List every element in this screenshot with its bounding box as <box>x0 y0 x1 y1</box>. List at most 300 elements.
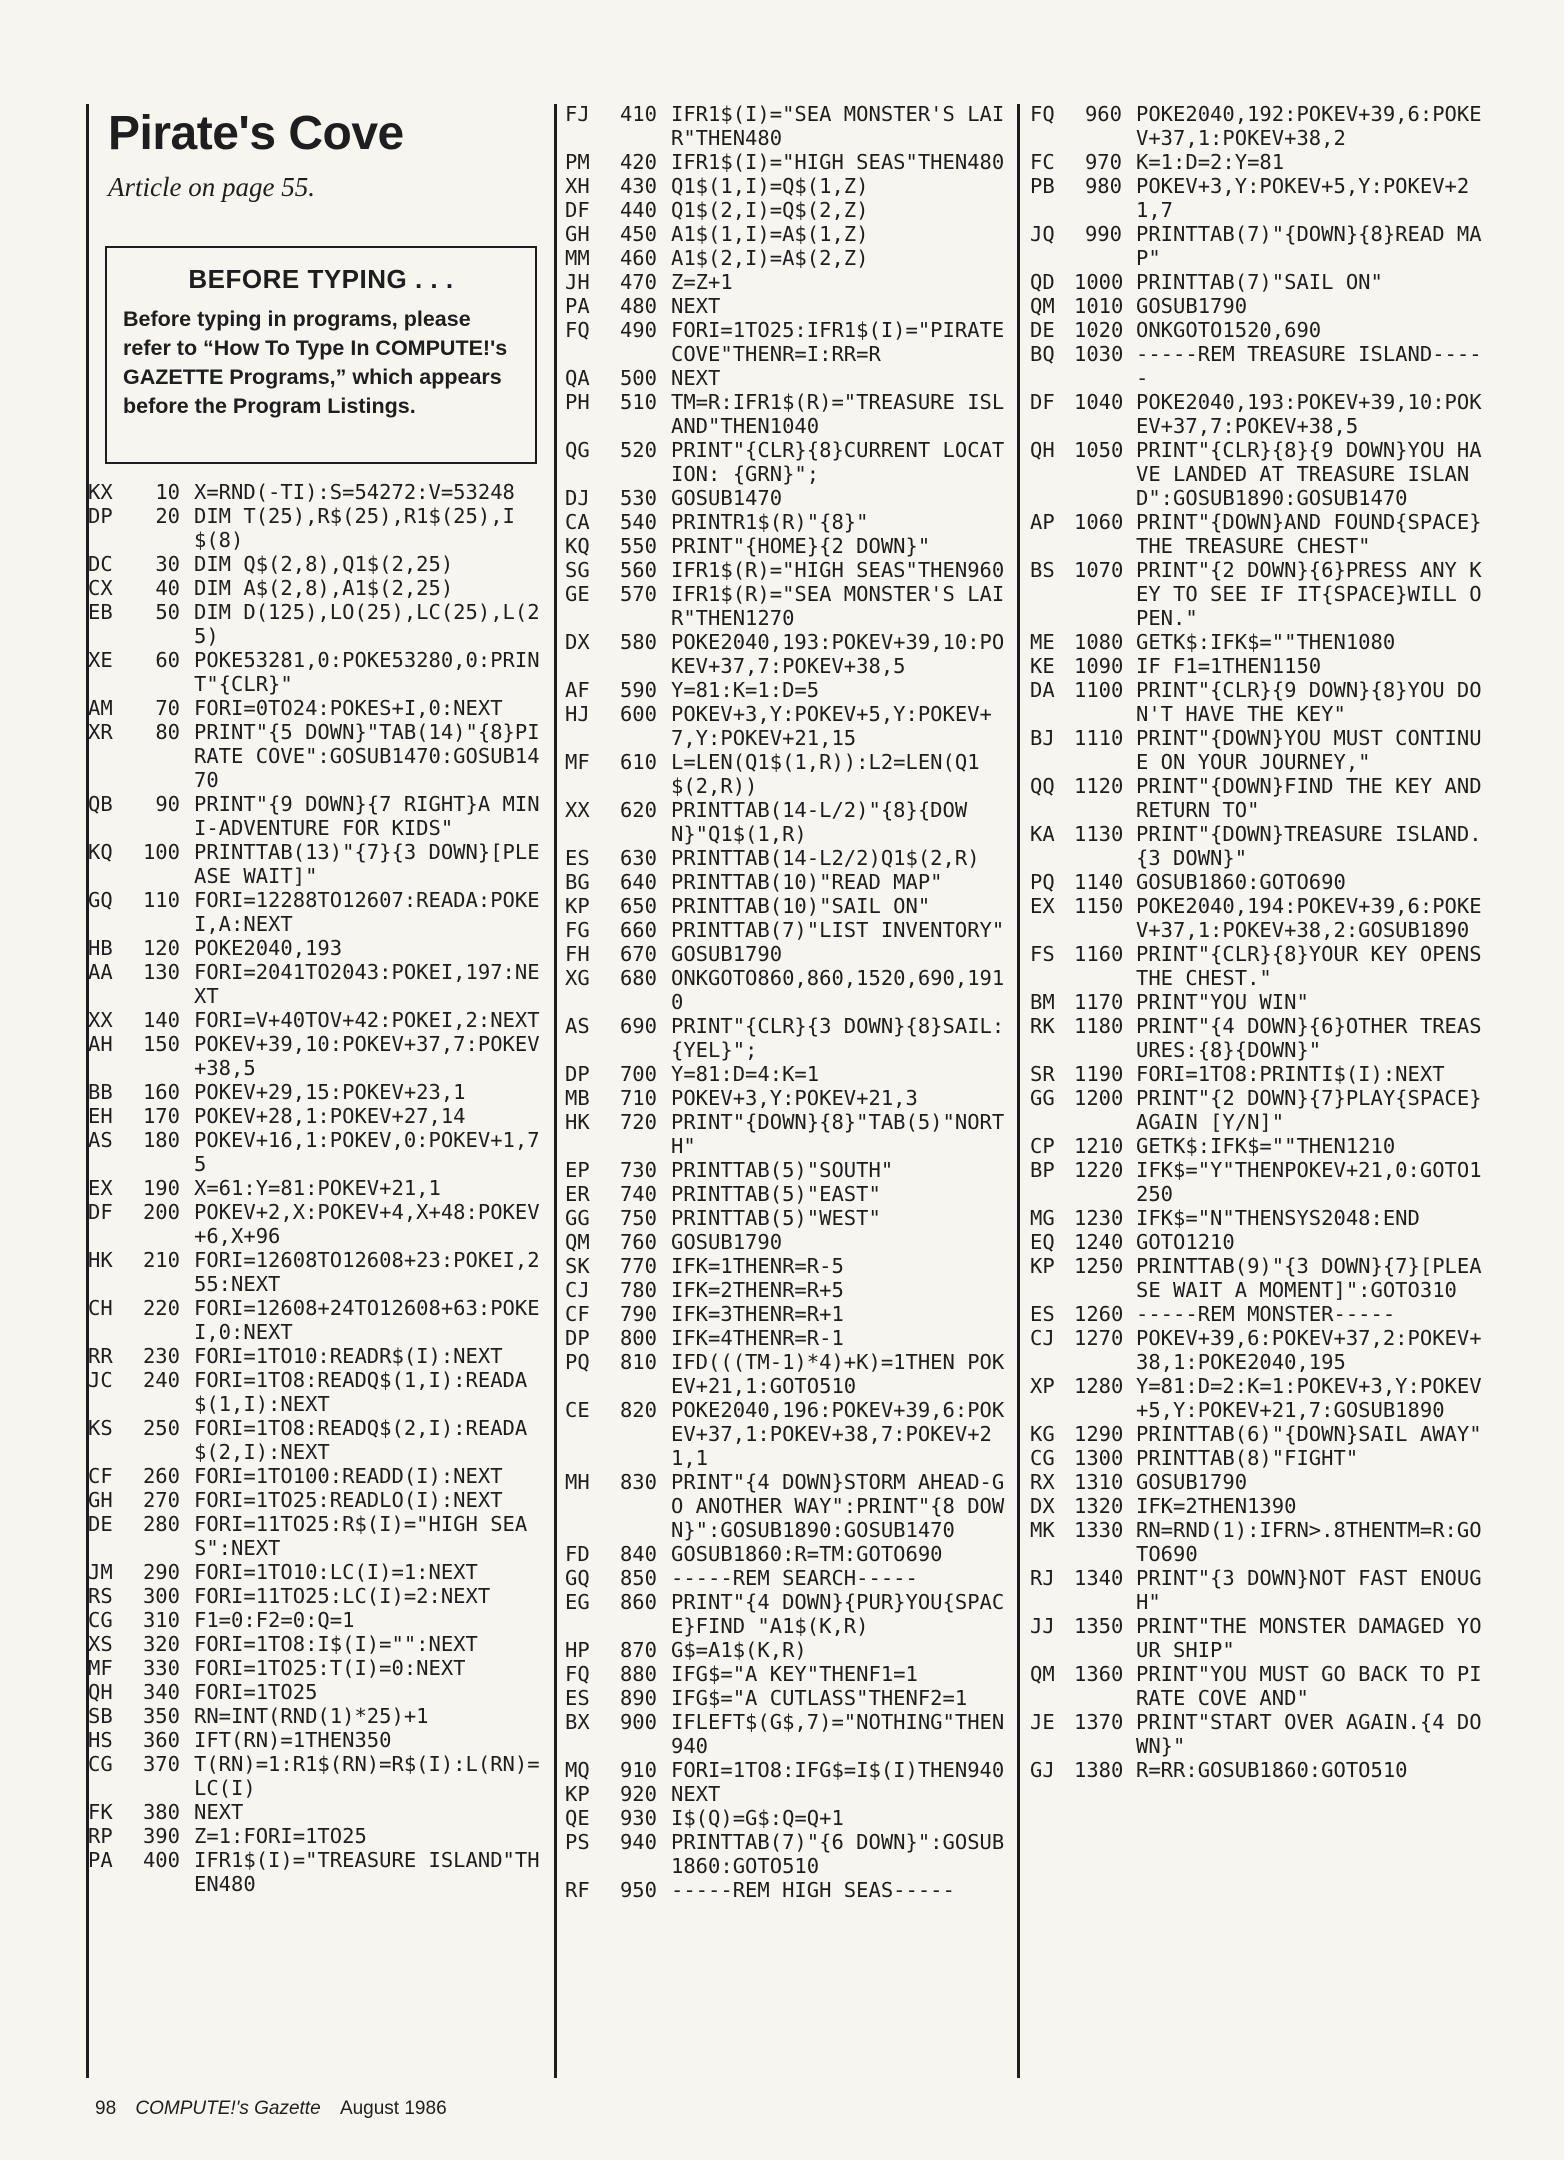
checksum: GG <box>1030 1086 1055 1110</box>
code-text: PRINT"{CLR}{8}CURRENT LOCATION: {GRN}"; <box>671 438 1005 486</box>
code-text: IFK=4THENR=R-1 <box>671 1326 844 1350</box>
code-text: TM=R:IFR1$(R)="TREASURE ISLAND"THEN1040 <box>671 390 1005 438</box>
checksum: GH <box>565 222 590 246</box>
listing-line <box>1030 822 1490 870</box>
checksum: CH <box>88 1296 113 1320</box>
listing-line <box>88 1848 548 1896</box>
code-text: FORI=12608TO12608+23:POKEI,255:NEXT <box>194 1248 540 1296</box>
line-number: 270 <box>142 1488 180 1512</box>
listing-line <box>565 582 1010 630</box>
code-text: FORI=1TO8:IFG$=I$(I)THEN940 <box>671 1758 1005 1782</box>
checksum: MM <box>565 246 590 270</box>
article-subtitle: Article on page 55. <box>108 172 315 202</box>
listing-line <box>88 696 548 720</box>
listing-line <box>565 294 1010 318</box>
checksum: KP <box>565 894 590 918</box>
code-text: DIM Q$(2,8),Q1$(2,25) <box>194 552 454 576</box>
code-text: FORI=11TO25:LC(I)=2:NEXT <box>194 1584 491 1608</box>
checksum: HK <box>88 1248 113 1272</box>
checksum: PQ <box>565 1350 590 1374</box>
listing-line <box>88 1200 548 1248</box>
listing-line <box>1030 1710 1490 1758</box>
listing-line <box>565 366 1010 390</box>
checksum: RF <box>565 1878 590 1902</box>
line-number: 1060 <box>1074 510 1124 534</box>
listing-line <box>88 1680 548 1704</box>
line-number: 650 <box>619 894 657 918</box>
line-number: 940 <box>619 1830 657 1854</box>
checksum: DX <box>1030 1494 1055 1518</box>
line-number: 830 <box>619 1470 657 1494</box>
listing-line <box>565 558 1010 582</box>
checksum: CG <box>88 1608 113 1632</box>
checksum: RK <box>1030 1014 1055 1038</box>
line-number: 1030 <box>1074 342 1124 366</box>
line-number: 1110 <box>1074 726 1124 750</box>
listing-line <box>1030 1662 1490 1710</box>
checksum: JQ <box>1030 222 1055 246</box>
listing-line <box>565 702 1010 750</box>
line-number: 1210 <box>1074 1134 1124 1158</box>
line-number: 520 <box>619 438 657 462</box>
listing-line <box>1030 1014 1490 1062</box>
checksum: BB <box>88 1080 113 1104</box>
listing-line <box>1030 390 1490 438</box>
code-text: GOSUB1860:R=TM:GOTO690 <box>671 1542 943 1566</box>
listing-line <box>565 750 1010 798</box>
listing-line <box>1030 1470 1490 1494</box>
listing-line <box>565 102 1010 150</box>
line-number: 900 <box>619 1710 657 1734</box>
code-text: PRINTR1$(R)"{8}" <box>671 510 869 534</box>
code-text: GOSUB1860:GOTO690 <box>1136 870 1346 894</box>
checksum: QA <box>565 366 590 390</box>
checksum: EH <box>88 1104 113 1128</box>
code-text: IFK=2THEN1390 <box>1136 1494 1297 1518</box>
code-text: FORI=1TO100:READD(I):NEXT <box>194 1464 503 1488</box>
line-number: 980 <box>1084 174 1122 198</box>
listing-line <box>88 1800 548 1824</box>
listing-line <box>88 1608 548 1632</box>
code-text: PRINT"{DOWN}{8}"TAB(5)"NORTH" <box>671 1110 1005 1158</box>
checksum: HP <box>565 1638 590 1662</box>
listing-line <box>88 600 548 648</box>
listing-line <box>1030 294 1490 318</box>
listing-line <box>88 1632 548 1656</box>
code-text: DIM D(125),LO(25),LC(25),L(25) <box>194 600 540 648</box>
line-number: 100 <box>142 840 180 864</box>
line-number: 660 <box>619 918 657 942</box>
code-text: PRINT"{2 DOWN}{7}PLAY{SPACE}AGAIN [Y/N]" <box>1136 1086 1482 1134</box>
code-text: IFD(((TM-1)*4)+K)=1THEN POKEV+21,1:GOTO510 <box>671 1350 1005 1398</box>
listing-line <box>88 1344 548 1368</box>
code-text: PRINT"THE MONSTER DAMAGED YOUR SHIP" <box>1136 1614 1482 1662</box>
code-text: T(RN)=1:R1$(RN)=R$(I):L(RN)=LC(I) <box>194 1752 540 1800</box>
listing-line <box>1030 438 1490 510</box>
listing-line <box>88 1248 548 1296</box>
line-number: 40 <box>155 576 180 600</box>
checksum: MB <box>565 1086 590 1110</box>
code-text: PRINTTAB(10)"READ MAP" <box>671 870 943 894</box>
program-listing-col3 <box>1030 102 1494 1782</box>
line-number: 1330 <box>1074 1518 1124 1542</box>
line-number: 70 <box>155 696 180 720</box>
code-text: FORI=11TO25:R$(I)="HIGH SEAS":NEXT <box>194 1512 528 1560</box>
code-text: X=RND(-TI):S=54272:V=53248 <box>194 480 515 504</box>
line-number: 1090 <box>1074 654 1124 678</box>
checksum: AM <box>88 696 113 720</box>
checksum: DF <box>1030 390 1055 414</box>
line-number: 930 <box>619 1806 657 1830</box>
listing-line <box>565 1662 1010 1686</box>
before-typing-box <box>105 246 537 464</box>
checksum: QM <box>1030 1662 1055 1686</box>
line-number: 470 <box>619 270 657 294</box>
code-text: IFR1$(I)="HIGH SEAS"THEN480 <box>671 150 1005 174</box>
code-text: FORI=2041TO2043:POKEI,197:NEXT <box>194 960 540 1008</box>
code-text: -----REM HIGH SEAS----- <box>671 1878 955 1902</box>
line-number: 740 <box>619 1182 657 1206</box>
line-number: 850 <box>619 1566 657 1590</box>
code-text: PRINTTAB(7)"SAIL ON" <box>1136 270 1383 294</box>
listing-line <box>565 1230 1010 1254</box>
listing-line <box>1030 150 1490 174</box>
code-text: PRINT"{DOWN}AND FOUND{SPACE}THE TREASURE CHEST" <box>1136 510 1482 558</box>
line-number: 30 <box>155 552 180 576</box>
listing-line <box>88 648 548 696</box>
checksum: FQ <box>1030 102 1055 126</box>
checksum: PQ <box>1030 870 1055 894</box>
line-number: 1340 <box>1074 1566 1124 1590</box>
page-footer <box>95 2098 447 2120</box>
code-text: PRINT"YOU MUST GO BACK TO PIRATE COVE AND" <box>1136 1662 1482 1710</box>
listing-line <box>565 438 1010 486</box>
code-text: GETK$:IFK$=""THEN1210 <box>1136 1134 1396 1158</box>
checksum: KE <box>1030 654 1055 678</box>
listing-line <box>88 504 548 552</box>
listing-line <box>565 318 1017 366</box>
listing-line <box>1030 222 1490 270</box>
checksum: JJ <box>1030 1614 1055 1638</box>
listing-line <box>1030 942 1494 990</box>
code-text: PRINTTAB(9)"{3 DOWN}{7}[PLEASE WAIT A MOMENT]":GOTO310 <box>1136 1254 1482 1302</box>
line-number: 700 <box>619 1062 657 1086</box>
checksum: EP <box>565 1158 590 1182</box>
listing-line <box>565 1590 1010 1638</box>
line-number: 360 <box>142 1728 180 1752</box>
line-number: 1050 <box>1074 438 1124 462</box>
code-text: PRINT"YOU WIN" <box>1136 990 1309 1014</box>
checksum: PA <box>565 294 590 318</box>
code-text: PRINT"{3 DOWN}NOT FAST ENOUGH" <box>1136 1566 1482 1614</box>
checksum: CG <box>1030 1446 1055 1470</box>
code-text: PRINTTAB(14-L2/2)Q1$(2,R) <box>671 846 980 870</box>
code-text: Z=Z+1 <box>671 270 733 294</box>
checksum: MF <box>88 1656 113 1680</box>
listing-line <box>565 1182 1010 1206</box>
line-number: 1230 <box>1074 1206 1124 1230</box>
code-text: F1=0:F2=0:Q=1 <box>194 1608 355 1632</box>
code-text: Z=1:FORI=1TO25 <box>194 1824 367 1848</box>
code-text: PRINT"{4 DOWN}{PUR}YOU{SPACE}FIND "A1$(K,R) <box>671 1590 1005 1638</box>
listing-line <box>88 1464 548 1488</box>
listing-line <box>1030 1374 1490 1422</box>
code-text: POKEV+16,1:POKEV,0:POKEV+1,75 <box>194 1128 540 1176</box>
line-number: 290 <box>142 1560 180 1584</box>
checksum: JC <box>88 1368 113 1392</box>
listing-line <box>565 1710 1010 1758</box>
checksum: PB <box>1030 174 1055 198</box>
code-text: PRINTTAB(10)"SAIL ON" <box>671 894 931 918</box>
listing-line <box>88 1560 548 1584</box>
line-number: 1360 <box>1074 1662 1124 1686</box>
checksum: KP <box>1030 1254 1055 1278</box>
checksum: XP <box>1030 1374 1055 1398</box>
line-number: 460 <box>619 246 657 270</box>
checksum: KX <box>88 480 113 504</box>
line-number: 780 <box>619 1278 657 1302</box>
listing-line <box>565 1278 1010 1302</box>
listing-line <box>1030 1422 1490 1446</box>
line-number: 1140 <box>1074 870 1124 894</box>
listing-line <box>565 198 1010 222</box>
line-number: 870 <box>619 1638 657 1662</box>
code-text: POKEV+39,10:POKEV+37,7:POKEV+38,5 <box>194 1032 540 1080</box>
code-text: A1$(2,I)=A$(2,Z) <box>671 246 869 270</box>
listing-line <box>1030 630 1490 654</box>
checksum: DF <box>88 1200 113 1224</box>
code-text: POKEV+3,Y:POKEV+5,Y:POKEV+21,7 <box>1136 174 1470 222</box>
checksum: DP <box>88 504 113 528</box>
code-text: FORI=1TO10:READR$(I):NEXT <box>194 1344 503 1368</box>
listing-line <box>565 1110 1010 1158</box>
line-number: 480 <box>619 294 657 318</box>
checksum: DX <box>565 630 590 654</box>
checksum: QM <box>1030 294 1055 318</box>
listing-line <box>1030 102 1490 150</box>
line-number: 80 <box>155 720 180 744</box>
listing-line <box>565 1350 1010 1398</box>
line-number: 330 <box>142 1656 180 1680</box>
line-number: 720 <box>619 1110 657 1134</box>
checksum: AS <box>88 1128 113 1152</box>
code-text: Y=81:D=2:K=1:POKEV+3,Y:POKEV+5,Y:POKEV+21,7:GOSUB1890 <box>1136 1374 1482 1422</box>
listing-line <box>88 1704 548 1728</box>
listing-line <box>1030 270 1490 294</box>
listing-line <box>565 1062 1010 1086</box>
listing-line <box>565 1638 1010 1662</box>
checksum: CF <box>88 1464 113 1488</box>
code-text: POKEV+2,X:POKEV+4,X+48:POKEV+6,X+96 <box>194 1200 540 1248</box>
code-text: PRINTTAB(5)"SOUTH" <box>671 1158 894 1182</box>
code-text: IFK=1THENR=R-5 <box>671 1254 844 1278</box>
line-number: 1260 <box>1074 1302 1124 1326</box>
checksum: BP <box>1030 1158 1055 1182</box>
checksum: MQ <box>565 1758 590 1782</box>
checksum: MG <box>1030 1206 1055 1230</box>
code-text: FORI=1TO8:READQ$(1,I):READA$(1,I):NEXT <box>194 1368 528 1416</box>
listing-line <box>565 1086 1010 1110</box>
code-text: PRINT"{DOWN}TREASURE ISLAND.{3 DOWN}" <box>1136 822 1482 870</box>
code-text: PRINT"{CLR}{3 DOWN}{8}SAIL:{YEL}"; <box>671 1014 1005 1062</box>
line-number: 240 <box>142 1368 180 1392</box>
line-number: 450 <box>619 222 657 246</box>
checksum: AA <box>88 960 113 984</box>
line-number: 180 <box>142 1128 180 1152</box>
code-text: IFR1$(R)="SEA MONSTER'S LAIR"THEN1270 <box>671 582 1005 630</box>
line-number: 1170 <box>1074 990 1124 1014</box>
code-text: PRINT"{CLR}{9 DOWN}{8}YOU DON'T HAVE THE KEY" <box>1136 678 1482 726</box>
checksum: BS <box>1030 558 1055 582</box>
code-text: PRINT"{CLR}{8}{9 DOWN}YOU HAVE LANDED AT TREASURE ISLAND":GOSUB1890:GOSUB1470 <box>1136 438 1482 510</box>
line-number: 320 <box>142 1632 180 1656</box>
listing-line <box>88 1488 548 1512</box>
checksum: QH <box>1030 438 1055 462</box>
checksum: ME <box>1030 630 1055 654</box>
listing-line <box>565 870 1010 894</box>
checksum: BM <box>1030 990 1055 1014</box>
listing-line <box>565 270 1010 294</box>
line-number: 1240 <box>1074 1230 1124 1254</box>
checksum: KG <box>1030 1422 1055 1446</box>
code-text: GOSUB1790 <box>1136 294 1248 318</box>
line-number: 560 <box>619 558 657 582</box>
listing-line <box>1030 558 1490 630</box>
code-text: PRINT"{9 DOWN}{7 RIGHT}A MINI-ADVENTURE FOR KIDS" <box>194 792 540 840</box>
listing-line <box>88 720 548 792</box>
line-number: 640 <box>619 870 657 894</box>
listing-line <box>565 1878 1010 1902</box>
listing-line <box>1030 1518 1490 1566</box>
line-number: 120 <box>142 936 180 960</box>
checksum: MK <box>1030 1518 1055 1542</box>
code-text: POKE2040,194:POKEV+39,6:POKEV+37,1:POKEV+38,2:GOSUB1890 <box>1136 894 1482 942</box>
listing-line <box>1030 1230 1490 1254</box>
line-number: 970 <box>1084 150 1122 174</box>
checksum: RS <box>88 1584 113 1608</box>
listing-line <box>1030 990 1490 1014</box>
listing-line <box>88 1080 548 1104</box>
code-text: IFG$="A KEY"THENF1=1 <box>671 1662 918 1686</box>
listing-line <box>565 510 1010 534</box>
listing-line <box>1030 894 1490 942</box>
line-number: 1350 <box>1074 1614 1124 1638</box>
code-text: PRINTTAB(13)"{7}{3 DOWN}[PLEASE WAIT]" <box>194 840 540 888</box>
line-number: 1020 <box>1074 318 1124 342</box>
code-text: FORI=12288TO12607:READA:POKEI,A:NEXT <box>194 888 540 936</box>
code-text: -----REM MONSTER----- <box>1136 1302 1396 1326</box>
code-text: IFT(RN)=1THEN350 <box>194 1728 392 1752</box>
checksum: BJ <box>1030 726 1055 750</box>
code-text: PRINTTAB(6)"{DOWN}SAIL AWAY" <box>1136 1422 1482 1446</box>
code-text: NEXT <box>671 366 721 390</box>
code-text: FORI=12608+24TO12608+63:POKEI,0:NEXT <box>194 1296 540 1344</box>
checksum: PH <box>565 390 590 414</box>
listing-line <box>565 1158 1010 1182</box>
line-number: 680 <box>619 966 657 990</box>
code-text: PRINT"{5 DOWN}"TAB(14)"{8}PIRATE COVE":GOSUB1470:GOSUB1470 <box>194 720 540 792</box>
code-text: IFK$="Y"THENPOKEV+21,0:GOTO1250 <box>1136 1158 1482 1206</box>
code-text: FORI=V+40TOV+42:POKEI,2:NEXT <box>194 1008 540 1032</box>
checksum: XR <box>88 720 113 744</box>
code-text: PRINT"{DOWN}YOU MUST CONTINUE ON YOUR JOURNEY," <box>1136 726 1482 774</box>
listing-line <box>88 792 548 840</box>
code-text: I$(Q)=G$:Q=Q+1 <box>671 1806 844 1830</box>
line-number: 920 <box>619 1782 657 1806</box>
code-text: IFK=2THENR=R+5 <box>671 1278 844 1302</box>
code-text: RN=INT(RND(1)*25)+1 <box>194 1704 429 1728</box>
code-text: POKEV+3,Y:POKEV+5,Y:POKEV+7,Y:POKEV+21,15 <box>671 702 992 750</box>
listing-line <box>565 966 1010 1014</box>
checksum: FS <box>1030 942 1055 966</box>
checksum: ES <box>565 846 590 870</box>
code-text: FORI=1TO8:READQ$(2,I):READA$(2,I):NEXT <box>194 1416 528 1464</box>
listing-line <box>1030 1302 1490 1326</box>
line-number: 790 <box>619 1302 657 1326</box>
checksum: QD <box>1030 270 1055 294</box>
code-text: NEXT <box>671 1782 721 1806</box>
line-number: 1300 <box>1074 1446 1124 1470</box>
line-number: 1070 <box>1074 558 1124 582</box>
checksum: JM <box>88 1560 113 1584</box>
before-typing-text: Before typing in programs, please refer to “How To Type In COMPUTE!'s GAZETTE Programs,” which appears before the Program Listings. <box>123 307 508 418</box>
checksum: XX <box>88 1008 113 1032</box>
checksum: QB <box>88 792 113 816</box>
line-number: 580 <box>619 630 657 654</box>
checksum: FC <box>1030 150 1055 174</box>
line-number: 210 <box>142 1248 180 1272</box>
checksum: HS <box>88 1728 113 1752</box>
code-text: Y=81:K=1:D=5 <box>671 678 820 702</box>
code-text: POKEV+28,1:POKEV+27,14 <box>194 1104 466 1128</box>
line-number: 610 <box>619 750 657 774</box>
code-text: Q1$(2,I)=Q$(2,Z) <box>671 198 869 222</box>
line-number: 90 <box>155 792 180 816</box>
listing-line <box>88 1656 548 1680</box>
checksum: CJ <box>565 1278 590 1302</box>
checksum: BQ <box>1030 342 1055 366</box>
code-text: POKEV+39,6:POKEV+37,2:POKEV+38,1:POKE2040,195 <box>1136 1326 1482 1374</box>
listing-line <box>1030 342 1490 390</box>
code-text: GOSUB1790 <box>671 1230 783 1254</box>
line-number: 760 <box>619 1230 657 1254</box>
line-number: 880 <box>619 1662 657 1686</box>
checksum: FQ <box>565 1662 590 1686</box>
line-number: 630 <box>619 846 657 870</box>
line-number: 820 <box>619 1398 657 1422</box>
line-number: 260 <box>142 1464 180 1488</box>
line-number: 440 <box>619 198 657 222</box>
checksum: RX <box>1030 1470 1055 1494</box>
checksum: DE <box>1030 318 1055 342</box>
listing-line <box>1030 1446 1490 1470</box>
line-number: 230 <box>142 1344 180 1368</box>
line-number: 1270 <box>1074 1326 1124 1350</box>
code-text: POKE2040,193 <box>194 936 343 960</box>
checksum: AH <box>88 1032 113 1056</box>
line-number: 1290 <box>1074 1422 1124 1446</box>
code-text: R=RR:GOSUB1860:GOTO510 <box>1136 1758 1408 1782</box>
line-number: 570 <box>619 582 657 606</box>
code-text: IFG$="A CUTLASS"THENF2=1 <box>671 1686 968 1710</box>
code-text: PRINTTAB(7)"LIST INVENTORY" <box>671 918 1005 942</box>
checksum: CG <box>88 1752 113 1776</box>
checksum: QQ <box>1030 774 1055 798</box>
line-number: 990 <box>1084 222 1122 246</box>
listing-line <box>565 1470 1010 1542</box>
checksum: GE <box>565 582 590 606</box>
listing-line <box>1030 1566 1490 1614</box>
